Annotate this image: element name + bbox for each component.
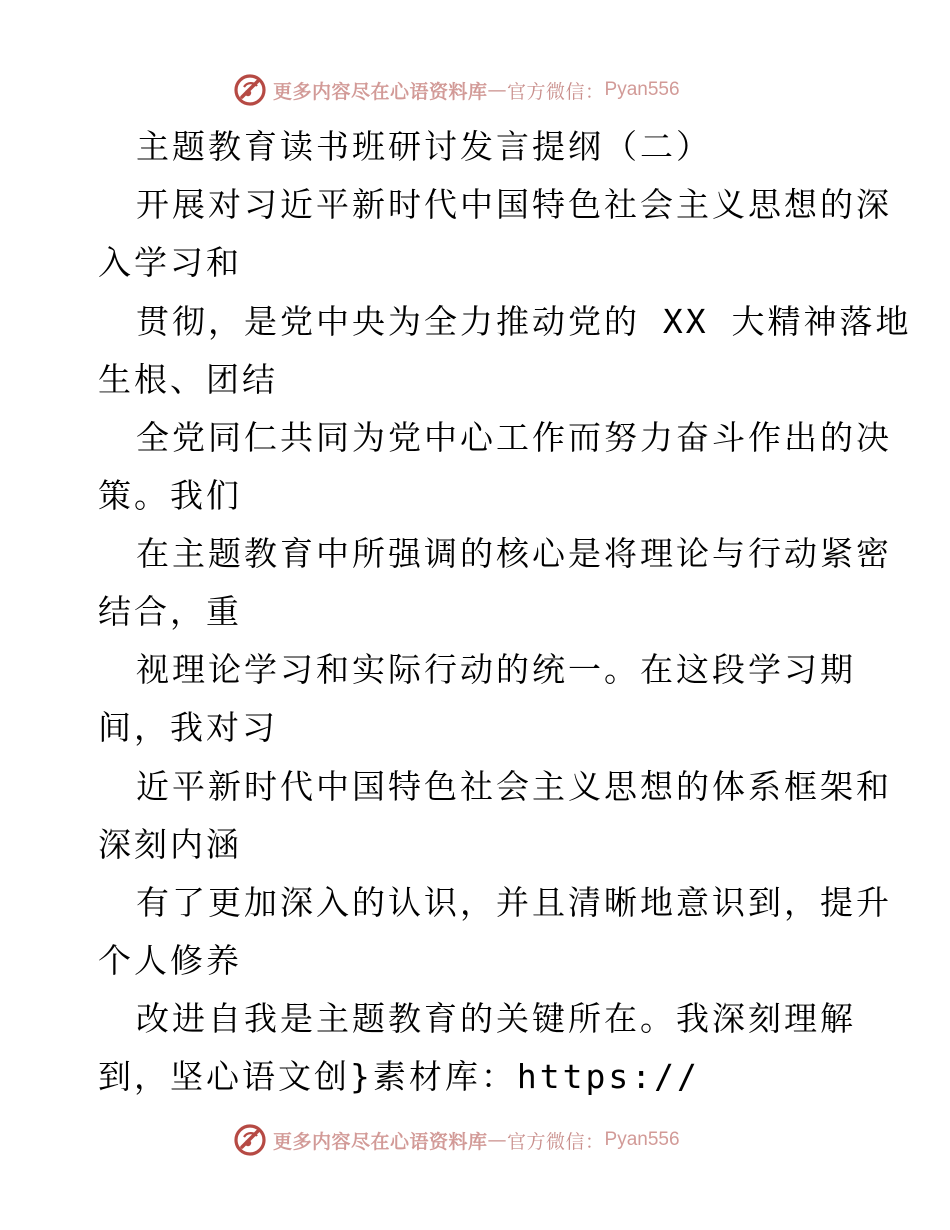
paragraph-line: 视理论学习和实际行动的统一。在这段学习期 bbox=[136, 650, 856, 689]
watermark-account: Pyan556 bbox=[604, 79, 680, 100]
watermark-label: 官方微信： bbox=[507, 1130, 605, 1153]
watermark-account: Pyan556 bbox=[604, 1129, 680, 1150]
paragraph-line: 到，坚心语文创}素材库：https:// bbox=[98, 1057, 700, 1096]
paragraph-line: 生根、团结 bbox=[98, 360, 278, 399]
header-watermark bbox=[233, 71, 680, 109]
paragraph-line: 全党同仁共同为党中心工作而努力奋斗作出的决 bbox=[136, 418, 892, 457]
logo-icon bbox=[233, 1123, 267, 1157]
watermark-slogan: 更多内容尽在心语资料库 bbox=[273, 80, 488, 103]
logo-icon bbox=[233, 73, 267, 107]
paragraph-line: 贯彻，是党中央为全力推动党的 XX 大精神落地 bbox=[136, 302, 912, 341]
footer-watermark bbox=[233, 1121, 680, 1159]
paragraph-line: 开展对习近平新时代中国特色社会主义思想的深 bbox=[136, 185, 892, 224]
watermark-dash: — bbox=[487, 1129, 508, 1151]
paragraph-line: 结合，重 bbox=[98, 592, 242, 631]
paragraph-line: 在主题教育中所强调的核心是将理论与行动紧密 bbox=[136, 534, 892, 573]
watermark-label: 官方微信： bbox=[507, 80, 605, 103]
paragraph-line: 深刻内涵 bbox=[98, 825, 242, 864]
paragraph-line: 入学习和 bbox=[98, 243, 242, 282]
paragraph-line: 间，我对习 bbox=[98, 708, 278, 747]
paragraph-line: 个人修养 bbox=[98, 941, 242, 980]
paragraph-line: 有了更加深入的认识，并且清晰地意识到，提升 bbox=[136, 883, 892, 922]
paragraph-line: 策。我们 bbox=[98, 476, 242, 515]
watermark-slogan: 更多内容尽在心语资料库 bbox=[273, 1130, 488, 1153]
document-title: 主题教育读书班研讨发言提纲（二） bbox=[136, 127, 712, 166]
watermark-dash: — bbox=[487, 79, 508, 101]
paragraph-line: 近平新时代中国特色社会主义思想的体系框架和 bbox=[136, 767, 892, 806]
paragraph-line: 改进自我是主题教育的关键所在。我深刻理解 bbox=[136, 999, 856, 1038]
